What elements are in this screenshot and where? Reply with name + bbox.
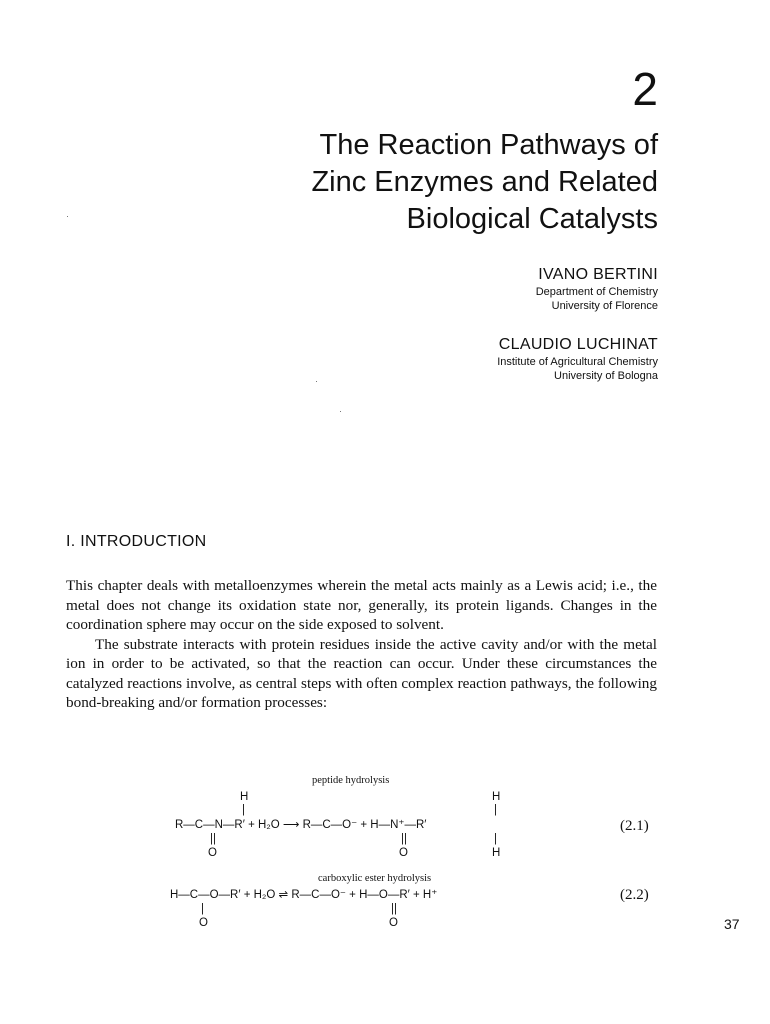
- author-university: University of Florence: [551, 300, 658, 312]
- equation-number: (2.1): [620, 818, 649, 834]
- scan-speck: [340, 411, 341, 412]
- author-block: [536, 265, 658, 313]
- equation-main: H—C—O—R′ + H₂O ⇌ R—C—O⁻ + H—O—R′ + H⁺: [170, 889, 438, 901]
- bond-line: |: [494, 804, 497, 816]
- page-number: 37: [724, 916, 740, 932]
- equation-top-atom: H: [492, 791, 501, 803]
- bond-line: |: [494, 833, 497, 845]
- equation-main: R—C—N—R′ + H₂O ⟶ R—C—O⁻ + H—N⁺—R′: [175, 819, 427, 831]
- bond-line: |: [201, 903, 204, 915]
- equation-label: peptide hydrolysis: [312, 775, 390, 786]
- chapter-title-line: The Reaction Pathways of: [319, 129, 658, 161]
- equation-number: (2.2): [620, 887, 649, 903]
- author-department: Institute of Agricultural Chemistry: [497, 356, 658, 368]
- paragraph: The substrate interacts with protein residues inside the active cavity and/or with the metal ion in order to be activated, so that the reaction can occur. Under these circumstances the catalyzed reactions involve, as central steps with often complex reaction pathways, the following bond-breaking and/or formation processes:: [66, 635, 657, 711]
- equation-top-atom: H: [240, 791, 249, 803]
- chapter-title-line: Zinc Enzymes and Related: [311, 166, 658, 198]
- author-university: University of Bologna: [554, 370, 658, 382]
- equation-label: carboxylic ester hydrolysis: [318, 873, 432, 884]
- paragraph: This chapter deals with metalloenzymes wherein the metal acts mainly as a Lewis acid; i.e., the metal does not change its oxidation state nor, generally, its protein ligands. Changes in the coordination sphere may occur on the side exposed to solvent.: [66, 577, 657, 633]
- body-text: [66, 576, 657, 713]
- equation-bottom-atom: O: [399, 847, 408, 859]
- author-name: CLAUDIO LUCHINAT: [498, 336, 658, 353]
- double-bond: ||: [401, 833, 407, 845]
- equation-bottom-atom: O: [199, 917, 208, 929]
- author-block: [497, 335, 658, 383]
- chapter-title: [198, 127, 658, 238]
- author-department: Department of Chemistry: [535, 286, 658, 298]
- section-heading: I. INTRODUCTION: [66, 533, 207, 550]
- double-bond: ||: [210, 833, 216, 845]
- scan-speck: [316, 381, 317, 382]
- equation-bottom-atom: O: [208, 847, 217, 859]
- bond-line: |: [242, 804, 245, 816]
- equation-bottom-atom: H: [492, 847, 501, 859]
- chapter-title-line: Biological Catalysts: [406, 203, 658, 235]
- scan-speck: [67, 216, 68, 217]
- author-name: IVANO BERTINI: [538, 266, 658, 283]
- double-bond: ||: [391, 903, 397, 915]
- equation-bottom-atom: O: [389, 917, 398, 929]
- chapter-number: 2: [632, 63, 658, 115]
